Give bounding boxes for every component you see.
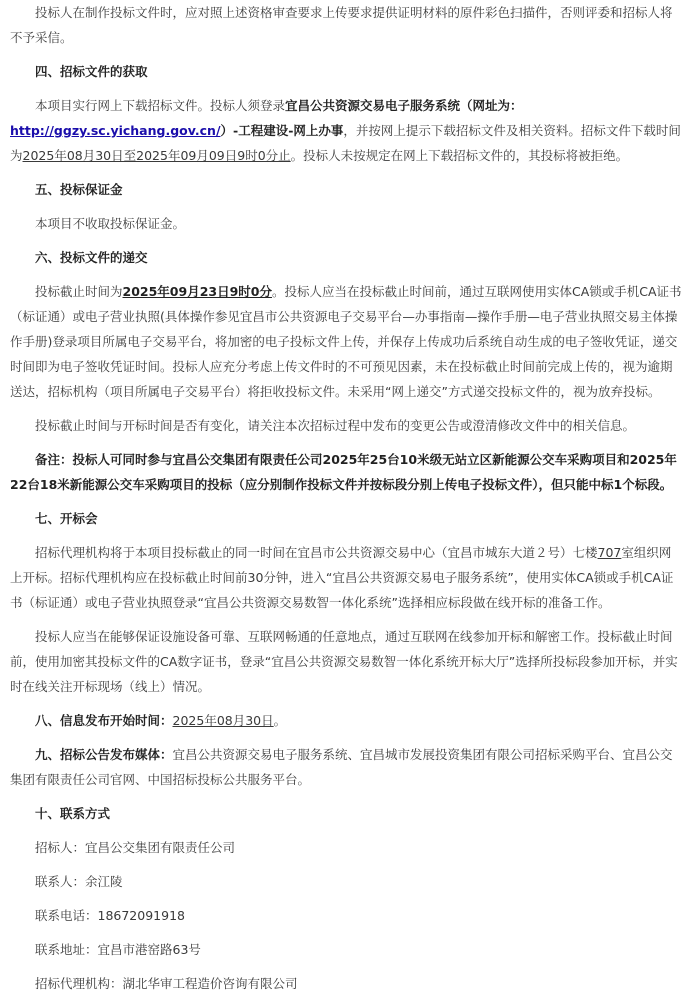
section-5-body: 本项目不收取投标保证金。 [35,216,186,231]
section-6-body: 投标截止时间为2025年09月23日9时0分。投标人应当在投标截止时间前，通过互联网使用实体CA锁或手机CA证书（标证通）或电子营业执照(具体操作参见宜昌市公共资源电子交易平台—办事指南—操作手册—电子营业执照交易主体操作手册)登录项目所属电子交易平台，将加密的电子投标文件上传，并保存上传成功后系统自动生成的电子签收凭证，递交时间即为电子签收凭证时间。投标人应充分考虑上传文件时的不可预见因素，未在投标截止时间前完成上传的，视为逾期送达，招标机构（项目所属电子交易平台）将拒收投标文件。未采用“网上递交”方式递交投标文件的，视为放弃投标。 [10,284,682,399]
section-10-heading: 十、联系方式 [35,806,111,821]
publish-date: 2025年08月30日 [172,713,274,728]
download-period: 2025年08月30日至2025年09月09日9时0分止 [22,148,291,163]
section-7-heading: 七、开标会 [35,511,98,526]
contact-tenderer: 招标人：宜昌公交集团有限责任公司 [35,840,236,855]
system-name: 宜昌公共资源交易电子服务系统（网址为： [285,98,523,113]
section-6-heading: 六、投标文件的递交 [35,250,148,265]
contact-person: 联系人：余江陵 [35,874,123,889]
bid-deadline: 2025年09月23日9时0分 [122,284,272,299]
contact-phone: 联系电话：18672091918 [35,908,185,923]
menu-path: ）-工程建设-网上办事 [220,123,344,138]
section-7-body: 招标代理机构将于本项目投标截止的同一时间在宜昌市公共资源交易中心（宜昌市城东大道２号）七楼707室组织网上开标。招标代理机构应在投标截止时间前30分钟，进入“宜昌公共资源交易电子服务系统”，使用实体CA锁或手机CA证书（标证通）或电子营业执照登录“宜昌公共资源交易数智一体化系统”选择相应标段做在线开标的准备工作。 [10,545,674,610]
section-5-heading: 五、投标保证金 [35,182,123,197]
qualification-note: 投标人在制作投标文件时，应对照上述资格审查要求上传要求提供证明材料的原件彩色扫描件，否则评委和招标人将不予采信。 [10,5,673,45]
contact-address: 联系地址：宜昌市港窑路63号 [35,942,201,957]
section-9: 九、招标公告发布媒体：宜昌公共资源交易电子服务系统、宜昌城市发展投资集团有限公司招标采购平台、宜昌公交集团有限责任公司官网、中国招标投标公共服务平台。 [10,747,673,787]
remark: 备注：投标人可同时参与宜昌公交集团有限责任公司2025年25台10米级无站立区新能源公交车采购项目和2025年22台18米新能源公交车采购项目的投标（应分别制作投标文件并按标段分别上传电子投标文件），但只能中标1个标段。 [10,452,677,492]
room-number: 707 [597,545,622,560]
section-4-body: 本项目实行网上下载招标文件。投标人须登录宜昌公共资源交易电子服务系统（网址为：http://ggzy.sc.yichang.gov.cn/）-工程建设-网上办事，并按网上提示下载招标文件及相关资料。招标文件下载时间为2025年08月30日至2025年09月09日9时0分止。投标人未按规定在网上下载招标文件的，其投标将被拒绝。 [10,98,681,163]
section-4-heading: 四、招标文件的获取 [35,64,148,79]
contact-agent: 招标代理机构：湖北华审工程造价咨询有限公司 [35,976,298,991]
section-7-online: 投标人应当在能够保证设施设备可靠、互联网畅通的任意地点，通过互联网在线参加开标和解密工作。投标截止时间前，使用加密其投标文件的CA数字证书，登录“宜昌公共资源交易数智一体化系统开标大厅”选择所投标段参加开标，并实时在线关注开标现场（线上）情况。 [10,629,678,694]
section-6-notice: 投标截止时间与开标时间是否有变化，请关注本次招标过程中发布的变更公告或澄清修改文件中的相关信息。 [35,418,636,433]
website-link[interactable]: http://ggzy.sc.yichang.gov.cn/ [10,123,221,138]
section-8: 八、信息发布开始时间：2025年08月30日。 [35,713,287,728]
